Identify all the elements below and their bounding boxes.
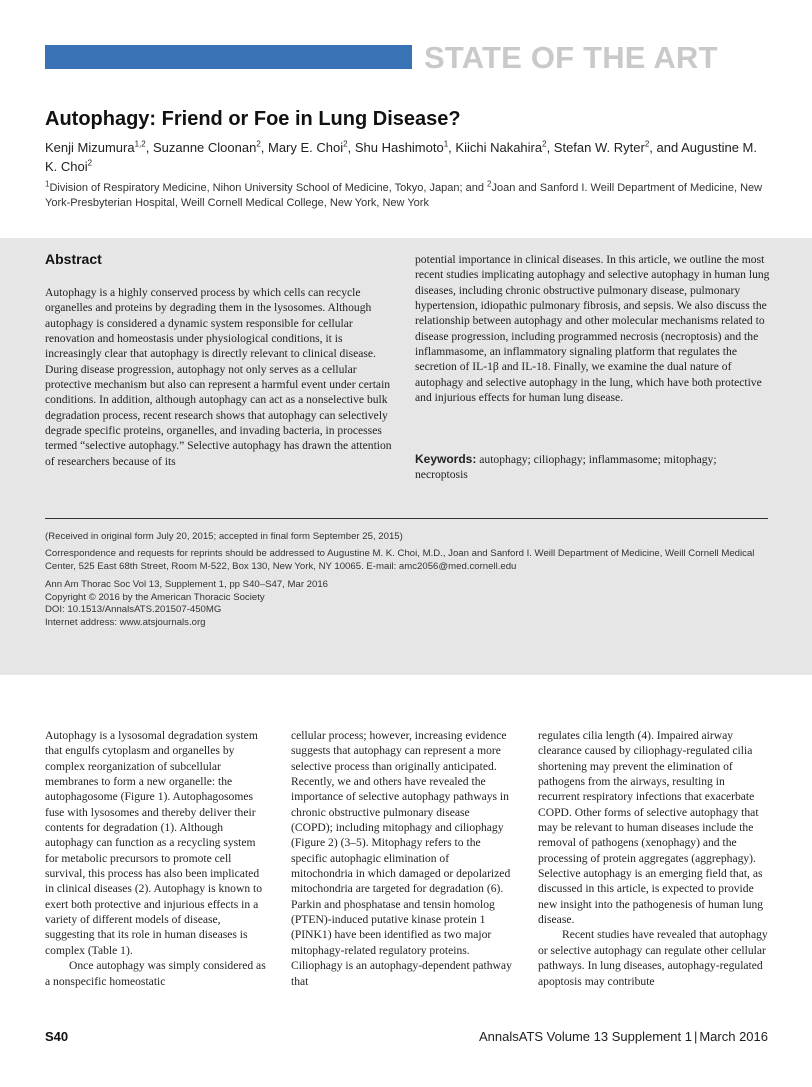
footer-journal — [479, 1029, 768, 1044]
author-name: Kiichi Nakahira — [455, 140, 543, 155]
citation-info — [45, 579, 770, 629]
author-name: Kenji Mizumura — [45, 140, 135, 155]
keywords-list: autophagy; ciliophagy; inflammasome; mitophagy; necroptosis — [415, 453, 717, 482]
doi-line: DOI: 10.1513/AnnalsATS.201507-450MG — [45, 604, 222, 615]
author-name: Suzanne Cloonan — [152, 140, 257, 155]
author-list: Kenji Mizumura$^{1,2}$, Suzanne Cloonan$^2$, Mary E. Choi$^2$, Shu Hashimoto$^1$, Kiichi Nakahira$^2$, Stefan W. Ryter$^2$, and Augustine M. K. Choi$^2$ — [45, 139, 757, 174]
body-paragraph: regulates cilia length (4). Impaired airway clearance caused by ciliophagy-regulated cilia shortening may prevent the elimination of pathogens from the airways, resulting in recurrent respiratory infections that exacerbate COPD. Other forms of selective autophagy that may be relevant to human diseases include the removal of pathogens (xenophagy) and the processing of protein aggregates (aggrephagy). Selective autophagy is an emerging field that, as discussed in this article, is expected to provide new insight into the pathogenesis of human lung disease. — [538, 729, 764, 927]
author-affiliation-marker: 1,2 — [134, 139, 146, 149]
body-paragraph: Once autophagy was simply considered as a nonspecific homeostatic — [45, 959, 266, 988]
abstract-heading: Abstract — [45, 251, 102, 267]
abstract-text-right: potential importance in clinical diseases. In this article, we outline the most recent studies implicating autophagy and selective autophagy in human lung diseases, including chronic obstructive pulmonary disease, pulmonary hypertension, idiopathic pulmonary fibrosis, and sepsis. We also discuss the relationship between autophagy and other molecular mechanisms related to disease progression, including programmed necrosis (necroptosis) and the inflammasome, an inflammatory signaling platform that regulates the secretion of IL-1β and IL-18. Finally, we examine the dual nature of autophagy and selective autophagy in the lung, which have both protective and injurious effects for human lung disease. — [415, 253, 770, 405]
issue-date: March 2016 — [699, 1029, 768, 1044]
author-affiliation-marker: 2 — [343, 139, 348, 149]
keywords-label: Keywords: — [415, 452, 477, 466]
affiliations — [45, 181, 770, 211]
body-column-1 — [45, 728, 267, 989]
footer-separator: | — [693, 1029, 698, 1044]
affiliation-text: Division of Respiratory Medicine, Nihon University School of Medicine, Tokyo, Japan; and — [49, 182, 488, 194]
section-label: STATE OF THE ART — [424, 40, 718, 75]
author-name: Shu Hashimoto — [354, 140, 444, 155]
internet-address: Internet address: www.atsjournals.org — [45, 616, 206, 628]
header-accent-bar — [45, 45, 412, 69]
divider-rule — [45, 518, 768, 519]
received-dates: (Received in original form July 20, 2015; accepted in final form September 25, 2015) — [45, 531, 403, 542]
copyright-line: Copyright © 2016 by the American Thoracic Society — [45, 591, 265, 603]
body-paragraph: cellular process; however, increasing evidence suggests that autophagy can represent a more selective process than originally anticipated. Recently, we and others have revealed the importance of selective autophagy pathways in chronic obstructive pulmonary disease (COPD); including mitophagy and ciliophagy (Figure 2) (3–5). Mitophagy refers to the specific autophagic elimination of mitochondria in which damaged or depolarized mitochondria are targeted for degradation (6). Parkin and phosphatase and tensin homolog (PTEN)-induced putative kinase protein 1 (PINK1) have been identified as two major mitophagy-related regulatory proteins. Ciliophagy is an autophagy-dependent pathway that — [291, 729, 512, 988]
correspondence: Correspondence and requests for reprints should be addressed to Augustine M. K. Choi, M.D., Joan and Sanford I. Weill Department of Medicine, Weill Cornell Medical Center, 525 East 68th Street, Room M-522, Box 130, New York, NY 10065. E-mail: amc2056@med.cornell.edu — [45, 548, 755, 572]
affiliation-text: Joan and Sanford I. Weill Department of Medicine, New York-Presbyterian Hospital, Weill Cornell Medical College, New York, New York — [45, 182, 763, 209]
affiliation-number: 1 — [45, 179, 50, 189]
author-affiliation-marker: 2 — [256, 139, 261, 149]
article-title: Autophagy: Friend or Foe in Lung Disease? — [45, 108, 461, 130]
author-name: Augustine M. K. Choi — [45, 140, 757, 174]
author-affiliation-marker: 2 — [542, 139, 547, 149]
affiliation-number: 2 — [487, 179, 492, 189]
author-name: Mary E. Choi — [268, 140, 344, 155]
abstract-text-left: Autophagy is a highly conserved process by which cells can recycle organelles and proteins by degrading them in the lysosomes. Although autophagy is considered a dynamic system responsible for cellular renovation and homeostasis under physiological conditions, it is increasingly clear that autophagy is directly relevant to clinical disease. During disease progression, autophagy not only serves as a cellular protective mechanism but also can represent a harmful event under certain conditions. In addition, although autophagy can act as a nonselective bulk degradation process, recent research shows that autophagy can selectively degrade specific proteins, organelles, and invading bacteria, in processes termed “selective autophagy.” Selective autophagy has drawn the attention of researchers because of its — [45, 286, 392, 468]
author-name: Stefan W. Ryter — [553, 140, 645, 155]
keywords — [415, 452, 770, 483]
body-paragraph: Autophagy is a lysosomal degradation system that engulfs cytoplasm and organelles by complex reorganization of subcellular membranes to form a new organelle: the autophagosome (Figure 1). Autophagosomes fuse with lysosomes and thereby deliver their contents for degradation (1). Although autophagy can function as a recycling system for metabolic precursors to promote cell survival, this process has also been implicated in clinical diseases (2). Autophagy is known to exert both protective and injurious effects in a variety of different models of disease, suggesting that its role in human diseases is complex (Table 1). — [45, 729, 263, 957]
author-affiliation-marker: 2 — [644, 139, 650, 149]
journal-issue: AnnalsATS Volume 13 Supplement 1 — [479, 1029, 692, 1044]
author-affiliation-marker: 1 — [443, 139, 449, 149]
body-paragraph: Recent studies have revealed that autophagy or selective autophagy can regulate other cellular pathways. In lung diseases, autophagy-regulated apoptosis may contribute — [538, 928, 768, 988]
citation-line: Ann Am Thorac Soc Vol 13, Supplement 1, pp S40–S47, Mar 2016 — [45, 579, 329, 590]
author-affiliation-marker: 2 — [87, 158, 93, 168]
page-number: S40 — [45, 1029, 69, 1044]
body-column-2 — [291, 728, 513, 989]
body-column-3 — [538, 728, 768, 989]
